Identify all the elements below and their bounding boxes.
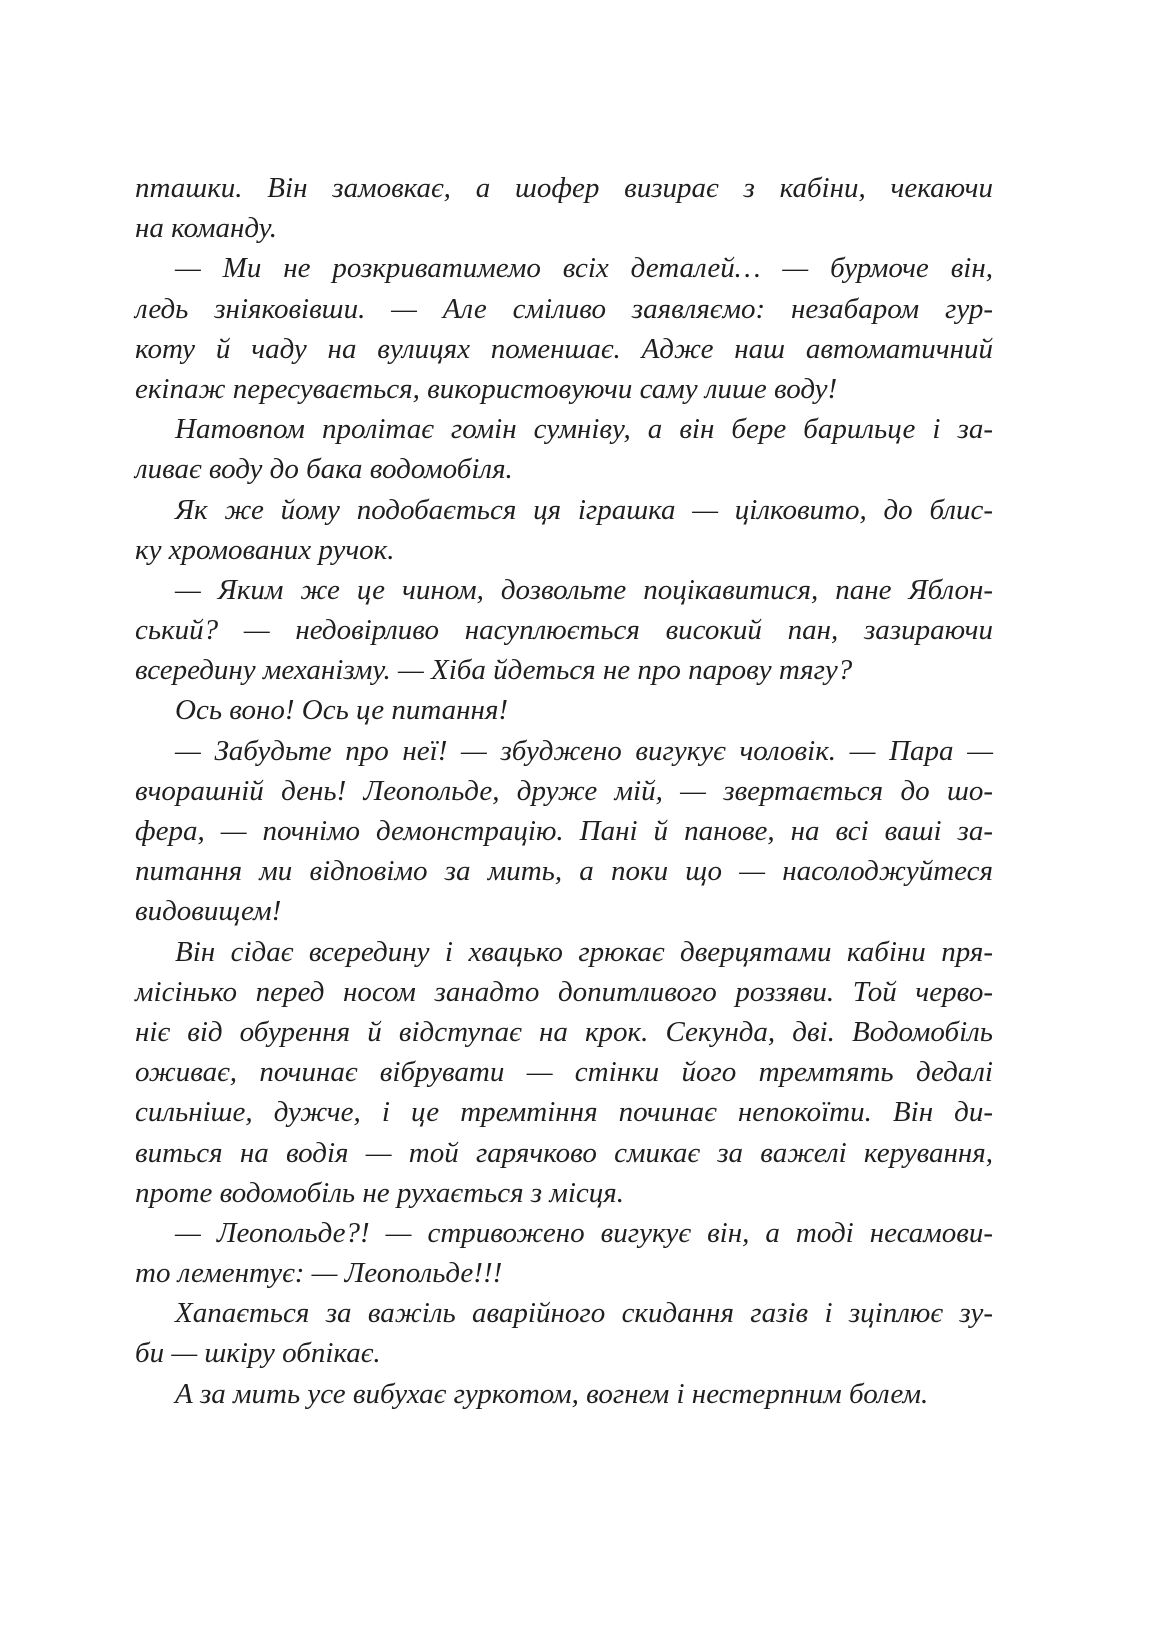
text-line: всередину механізму. — Хіба йдеться не про парову тягу? — [135, 654, 853, 687]
text-line: Натовпом пролітає гомін сумніву, а він бере барильце і за- — [175, 413, 993, 446]
text-line: фера, — почнімо демонстрацію. Пані й панове, на всі ваші за- — [135, 815, 993, 847]
text-line: оживає, починає вібрувати — стінки його тремтять дедалі — [135, 1056, 993, 1089]
text-line: — Яким же це чином, дозвольте поцікавитися, пане Яблон- — [175, 573, 993, 606]
text-line: ський? — недовірливо насуплюється високий пан, зазираючи — [135, 614, 993, 647]
text-line: ливає воду до бака водомобіля. — [135, 453, 513, 486]
text-line: ледь зніяковівши. — Але сміливо заявляємо: незабаром гур- — [135, 292, 993, 325]
text-line: екіпаж пересувається, використовуючи саму лише воду! — [135, 372, 838, 405]
text-line: би — шкіру обпікає. — [135, 1337, 381, 1370]
text-line: то лементує: — Леопольде!!! — [135, 1257, 503, 1290]
text-line: — Забудьте про неї! — збуджено вигукує чоловік. — Пара — — [175, 734, 993, 767]
text-line: — Ми не розкриватимемо всіх деталей… — бурмоче він, — [175, 252, 993, 285]
text-line: коту й чаду на вулицях поменшає. Адже наш автоматичний — [135, 332, 993, 365]
text-line: на команду. — [135, 212, 277, 245]
text-line: виться на водія — той гарячково смикає за важелі керування, — [135, 1136, 993, 1169]
text-line: питання ми відповімо за мить, а поки що — насолоджуйтеся — [135, 855, 993, 888]
text-line: видовищем! — [135, 895, 282, 928]
text-line: Ось воно! Ось це питання! — [175, 694, 509, 727]
text-line: проте водомобіль не рухається з місця. — [135, 1176, 625, 1209]
text-line: ніє від обурення й відступає на крок. Секунда, дві. Водомобіль — [135, 1015, 993, 1048]
text-line: місінько перед носом занадто допитливого роззяви. Той черво- — [135, 975, 993, 1008]
text-line: сильніше, дужче, і це тремтіння починає непокоїти. Він ди- — [135, 1096, 993, 1129]
text-line: пташки. Він замовкає, а шофер визирає з кабіни, чекаючи — [135, 172, 993, 204]
text-line: вчорашній день! Леопольде, друже мій, — звертається до шо- — [135, 774, 993, 807]
text-line: Як же йому подобається ця іграшка — цілковито, до блис- — [175, 493, 993, 526]
text-line: Він сідає всередину і хвацько грюкає дверцятами кабіни пря- — [175, 935, 993, 968]
text-line: — Леопольде?! — стривожено вигукує він, а тоді несамови- — [175, 1216, 993, 1249]
text-line: А за мить усе вибухає гуркотом, вогнем і нестерпним болем. — [175, 1377, 929, 1410]
text-line: Хапається за важіль аварійного скидання газів і зціплює зу- — [175, 1297, 993, 1330]
text-line: ку хромованих ручок. — [135, 533, 395, 566]
text-block — [135, 168, 993, 1414]
